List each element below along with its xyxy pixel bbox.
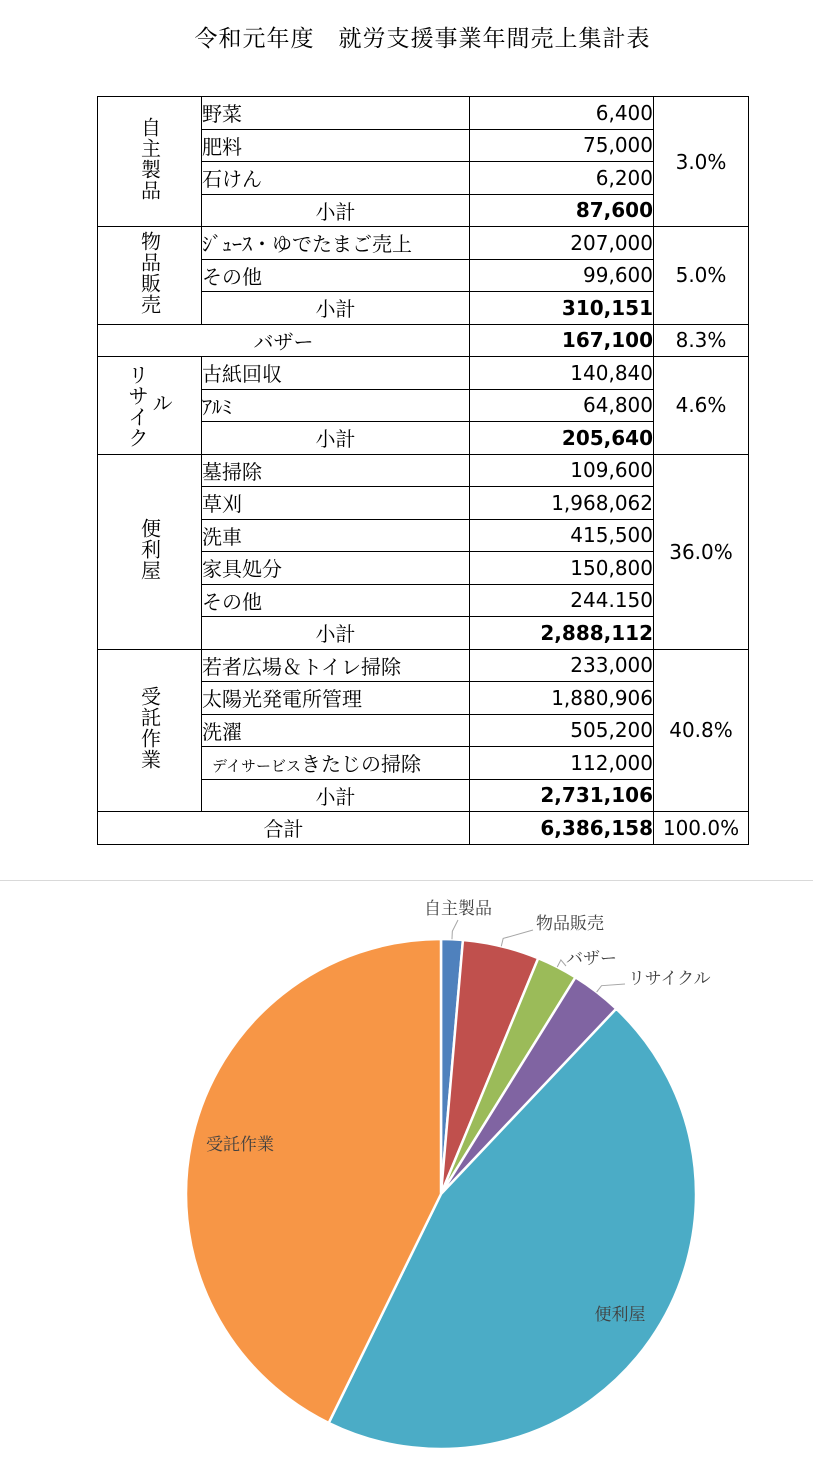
table-row (98, 357, 749, 390)
subtotal-value: 2,888,112 (470, 617, 654, 650)
item-name: 洗濯 (202, 714, 470, 747)
percent-buppin: 5.0% (654, 227, 749, 325)
item-name: 野菜 (202, 97, 470, 130)
item-value: 109,600 (470, 454, 654, 487)
percent-benriya: 36.0% (654, 454, 749, 649)
pie-label-jishu: 自主製品 (424, 899, 492, 919)
item-value: 112,000 (470, 747, 654, 780)
pie-chart (0, 880, 813, 1469)
item-value: 415,500 (470, 519, 654, 552)
report-title: 令和元年度 就労支援事業年間売上集計表 (194, 26, 651, 52)
item-value: 1,880,906 (470, 682, 654, 715)
item-name: 若者広場＆トイレ掃除 (202, 649, 470, 682)
bazaar-row (98, 324, 749, 357)
pie-label-buppin: 物品販売 (536, 914, 604, 934)
subtotal-value: 310,151 (470, 292, 654, 325)
item-value: 99,600 (470, 259, 654, 292)
item-value: 140,840 (470, 357, 654, 390)
pie-leader-line (501, 930, 533, 946)
subtotal-label: 小計 (202, 292, 470, 325)
category-itaku: 受託作業 (98, 649, 202, 812)
category-recycle: リサイクル (98, 357, 202, 455)
table-row (98, 649, 749, 682)
table-row (98, 454, 749, 487)
item-value: 233,000 (470, 649, 654, 682)
percent-recycle: 4.6% (654, 357, 749, 455)
item-value: 1,968,062 (470, 487, 654, 520)
pie-leader-line (597, 984, 625, 992)
subtotal-value: 2,731,106 (470, 779, 654, 812)
item-name: 洗車 (202, 519, 470, 552)
total-percent: 100.0% (654, 812, 749, 845)
item-value: 505,200 (470, 714, 654, 747)
subtotal-value: 87,600 (470, 194, 654, 227)
total-value: 6,386,158 (470, 812, 654, 845)
table-row (98, 97, 749, 130)
item-name: その他 (202, 259, 470, 292)
subtotal-label: 小計 (202, 779, 470, 812)
item-value: 207,000 (470, 227, 654, 260)
item-value: 75,000 (470, 129, 654, 162)
item-value: 6,200 (470, 162, 654, 195)
subtotal-label: 小計 (202, 617, 470, 650)
percent-bazaar: 8.3% (654, 324, 749, 357)
item-name: ｼﾞｭｰｽ・ゆでたまご売上 (202, 227, 470, 260)
item-value: 6,400 (470, 97, 654, 130)
item-name: 肥料 (202, 129, 470, 162)
category-bazaar: バザー (98, 324, 470, 357)
pie-label-recycle: リサイクル (628, 969, 711, 989)
category-jishu: 自主製品 (98, 97, 202, 227)
item-value: 150,800 (470, 552, 654, 585)
item-name: ｱﾙﾐ (202, 389, 470, 422)
pie-leader-line (557, 960, 566, 967)
pie-label-benriya: 便利屋 (594, 1305, 646, 1325)
subtotal-value: 167,100 (470, 324, 654, 357)
table-row (98, 227, 749, 260)
pie-label-bazaar: バザー (566, 949, 617, 969)
pie-label-itaku: 受託作業 (206, 1135, 274, 1155)
item-name: 家具処分 (202, 552, 470, 585)
subtotal-label: 小計 (202, 194, 470, 227)
item-value: 244.150 (470, 584, 654, 617)
item-name: 草刈 (202, 487, 470, 520)
item-name: 石けん (202, 162, 470, 195)
item-value: 64,800 (470, 389, 654, 422)
item-name: 太陽光発電所管理 (202, 682, 470, 715)
total-row (98, 812, 749, 845)
pie-leader-line (452, 920, 458, 939)
sales-table (97, 96, 749, 845)
item-name: 墓掃除 (202, 454, 470, 487)
item-name: その他 (202, 584, 470, 617)
percent-itaku: 40.8% (654, 649, 749, 812)
item-name: 古紙回収 (202, 357, 470, 390)
category-buppin: 物品販売 (98, 227, 202, 325)
subtotal-label: 小計 (202, 422, 470, 455)
item-name: デイサービスきたじの掃除 (202, 747, 470, 780)
percent-jishu: 3.0% (654, 97, 749, 227)
subtotal-value: 205,640 (470, 422, 654, 455)
category-benriya: 便利屋 (98, 454, 202, 649)
total-label: 合計 (98, 812, 470, 845)
